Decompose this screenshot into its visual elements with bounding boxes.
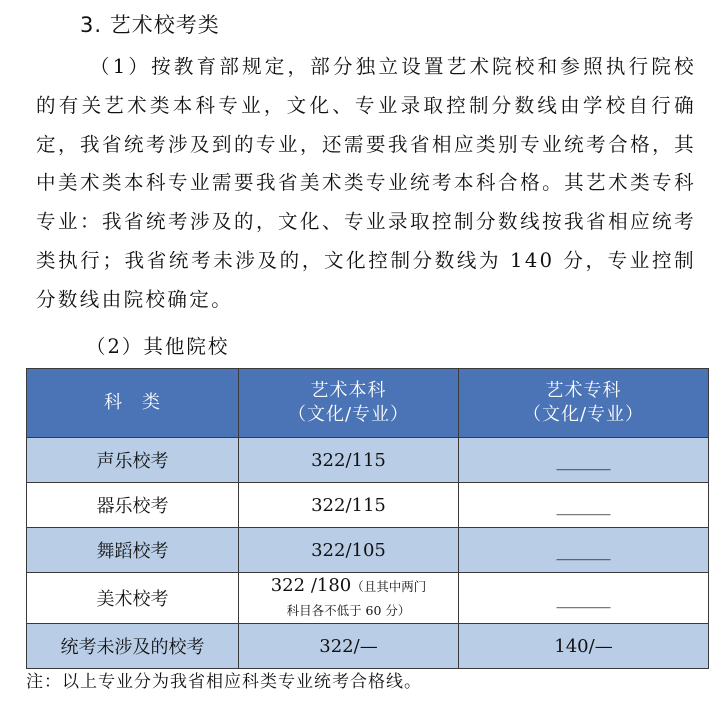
- header-category: 科 类: [27, 369, 239, 438]
- art-score: 322 /180: [270, 574, 352, 596]
- art-note-2: 科目各不低于 60 分）: [286, 602, 411, 618]
- cell-bachelor: 322/—: [239, 624, 459, 669]
- cell-category: 器乐校考: [27, 483, 239, 528]
- art-note-1: （且其中两门: [351, 578, 427, 594]
- cell-college: ______: [459, 438, 709, 483]
- subsection-heading: （2）其他院校: [86, 335, 230, 358]
- header-bachelor: 艺术本科 （文化/专业）: [239, 369, 459, 438]
- cell-category: 统考未涉及的校考: [27, 624, 239, 669]
- table-row: [27, 573, 709, 624]
- table-row: [27, 483, 709, 528]
- cell-bachelor: 322/115: [239, 438, 459, 483]
- cell-college: 140/—: [459, 624, 709, 669]
- score-table: [26, 368, 709, 669]
- footnote: 注：以上专业分为我省相应科类专业统考合格线。: [26, 672, 422, 692]
- header-college: 艺术专科 （文化/专业）: [459, 369, 709, 438]
- cell-bachelor: 322/105: [239, 528, 459, 573]
- table-row: [27, 528, 709, 573]
- cell-college: ______: [459, 573, 709, 624]
- table-row: [27, 438, 709, 483]
- policy-paragraph: （1）按教育部规定，部分独立设置艺术院校和参照执行院校的有关艺术类本科专业，文化、专业录取控制分数线由学校自行确定，我省统考涉及到的专业，还需要我省相应类别专业统考合格，其中美术类本科专业需要我省美术类专业统考本科合格。其艺术类专科专业：我省统考涉及的，文化、专业录取控制分数线按我省相应统考类执行；我省统考未涉及的，文化控制分数线为 140 分，专业控制分数线由院校确定。: [36, 55, 696, 311]
- cell-bachelor: 322/115: [239, 483, 459, 528]
- section-heading: 3. 艺术校考类: [80, 13, 220, 37]
- table-row: [27, 624, 709, 669]
- cell-college: ______: [459, 528, 709, 573]
- cell-category: 美术校考: [27, 573, 239, 624]
- cell-college: ______: [459, 483, 709, 528]
- table-header-row: [27, 369, 709, 438]
- cell-category: 声乐校考: [27, 438, 239, 483]
- cell-bachelor: [239, 573, 459, 624]
- cell-category: 舞蹈校考: [27, 528, 239, 573]
